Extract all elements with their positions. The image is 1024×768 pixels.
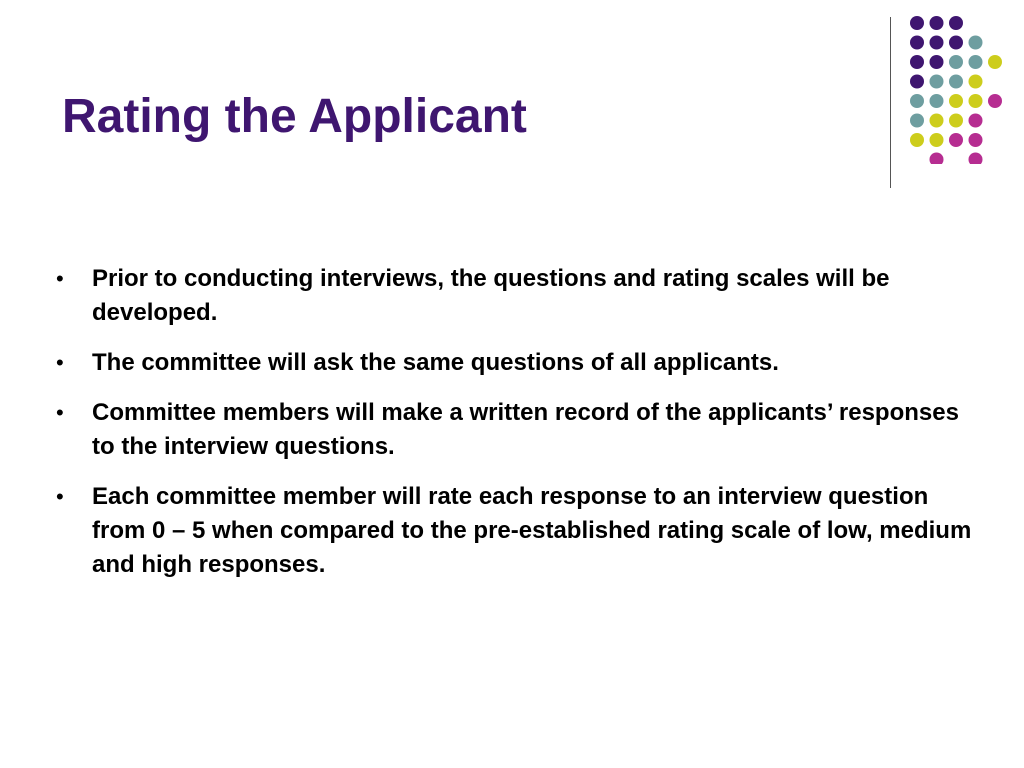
decor-dot <box>910 75 924 89</box>
decor-dot <box>910 133 924 147</box>
decor-dot <box>969 75 983 89</box>
decor-dot <box>949 55 963 69</box>
decor-dot <box>949 133 963 147</box>
decor-dot <box>930 114 944 128</box>
decor-dot <box>910 55 924 69</box>
bullet-item <box>56 346 986 380</box>
decor-dot <box>930 133 944 147</box>
bullet-icon: • <box>56 400 64 425</box>
decor-dot <box>910 16 924 30</box>
decor-dot <box>930 36 944 50</box>
slide-title: Rating the Applicant <box>62 90 527 143</box>
decor-dot <box>949 75 963 89</box>
bullet-text: Committee members will make a written record of the applicants’ responses to the interview questions. <box>92 399 959 460</box>
dot-grid-ornament <box>908 14 1008 164</box>
decor-dot <box>949 36 963 50</box>
bullet-icon: • <box>56 350 64 375</box>
decor-dot <box>910 114 924 128</box>
decor-dot <box>910 36 924 50</box>
bullet-item <box>56 480 986 582</box>
bullet-text: Each committee member will rate each response to an interview question from 0 – 5 when compared to the pre-established rating scale of low, medium and high responses. <box>92 483 972 578</box>
bullet-text: The committee will ask the same questions of all applicants. <box>92 349 779 376</box>
decor-dot <box>969 36 983 50</box>
decor-dot <box>969 55 983 69</box>
bullet-item <box>56 262 986 330</box>
decor-dot <box>969 114 983 128</box>
decor-dot <box>969 133 983 147</box>
decor-dot <box>930 16 944 30</box>
decor-dot <box>910 94 924 108</box>
decor-dot <box>949 16 963 30</box>
decor-dot <box>930 94 944 108</box>
decor-dot <box>930 153 944 165</box>
decor-dot <box>969 153 983 165</box>
decor-dot <box>930 55 944 69</box>
bullet-item <box>56 396 986 464</box>
decor-dot <box>988 55 1002 69</box>
bullet-icon: • <box>56 484 64 509</box>
vertical-divider <box>890 17 891 188</box>
decor-dot <box>949 94 963 108</box>
bullet-icon: • <box>56 266 64 291</box>
bullet-list <box>56 262 986 598</box>
decor-dot <box>969 94 983 108</box>
decor-dot <box>949 114 963 128</box>
decor-dot <box>930 75 944 89</box>
bullet-text: Prior to conducting interviews, the questions and rating scales will be developed. <box>92 265 890 326</box>
decor-dot <box>988 94 1002 108</box>
